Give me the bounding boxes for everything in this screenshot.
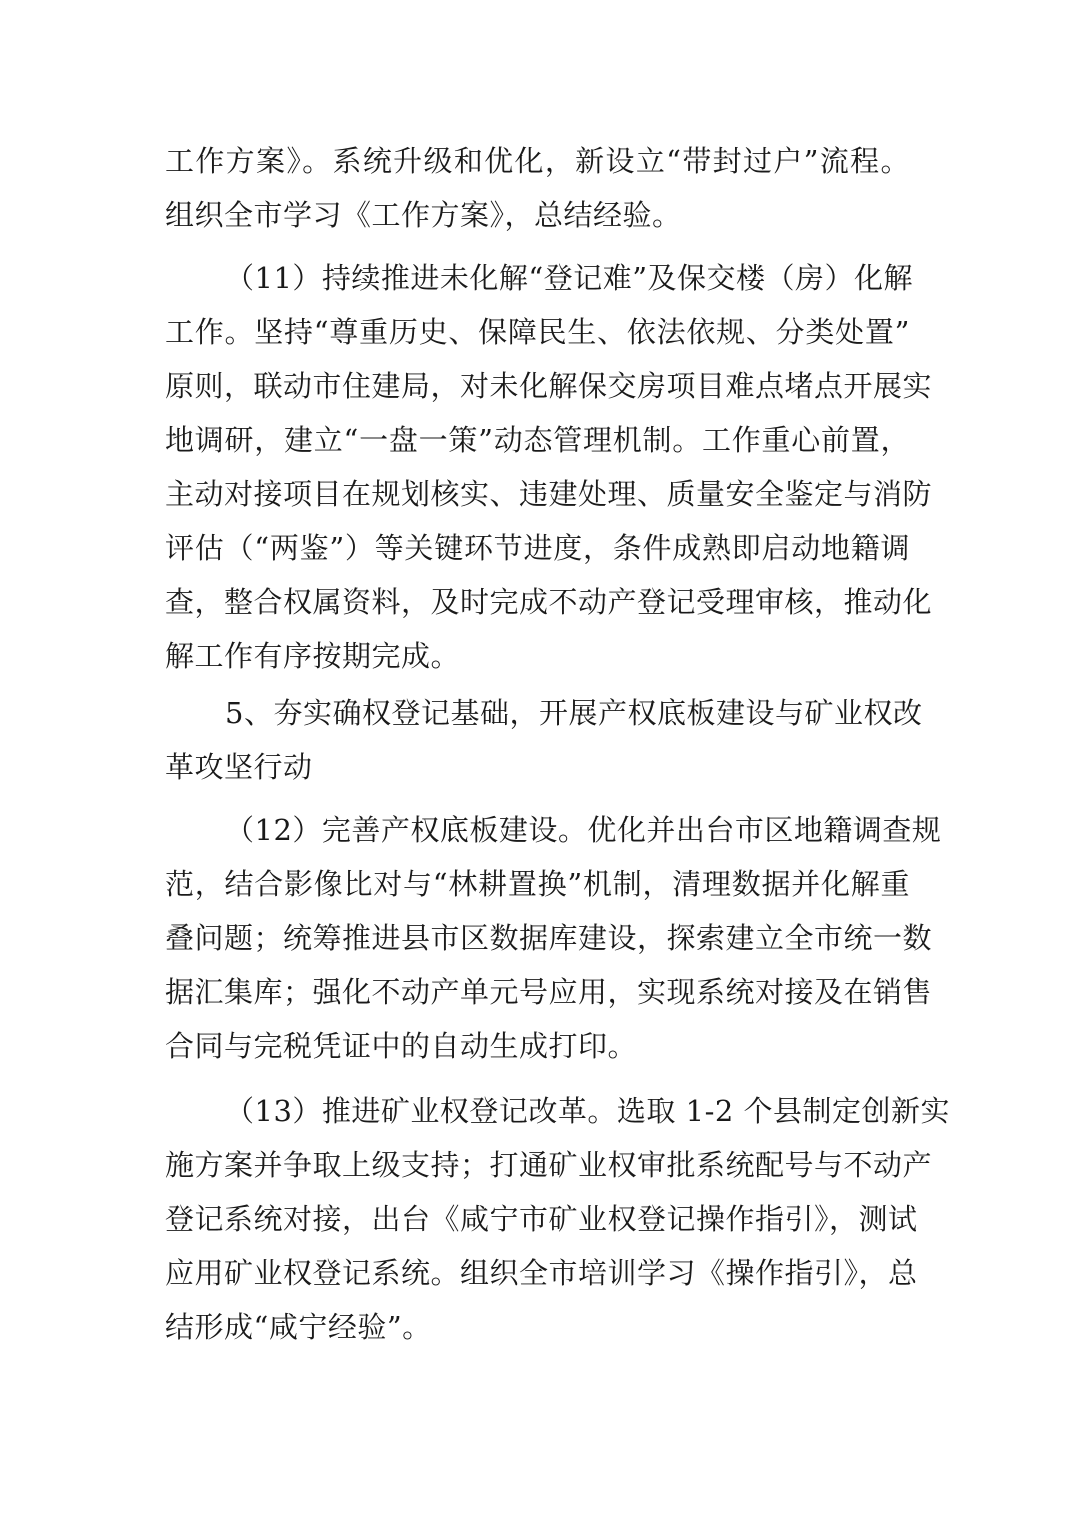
text-line: 5、夯实确权登记基础，开展产权底板建设与矿业权改 [225, 696, 923, 730]
text-line: 工作方案》。系统升级和优化，新设立“带封过户”流程。 [165, 144, 910, 178]
text-line: 评估（“两鉴”）等关键环节进度，条件成熟即启动地籍调 [165, 531, 910, 565]
text-line: 合同与完税凭证中的自动生成打印。 [165, 1029, 638, 1063]
text-line: （13）推进矿业权登记改革。选取 1-2 个县制定创新实 [225, 1094, 951, 1128]
text-line: 主动对接项目在规划核实、违建处理、质量安全鉴定与消防 [165, 477, 933, 511]
text-line: 革攻坚行动 [165, 750, 313, 784]
text-line: 解工作有序按期完成。 [165, 639, 461, 673]
text-line: 范，结合影像比对与“林耕置换”机制，清理数据并化解重 [165, 867, 910, 901]
text-line: 结形成“咸宁经验”。 [165, 1310, 432, 1344]
text-line: 施方案并争取上级支持；打通矿业权审批系统配号与不动产 [165, 1148, 933, 1182]
text-line: （11）持续推进未化解“登记难”及保交楼（房）化解 [225, 261, 914, 295]
text-line: 叠问题；统筹推进县市区数据库建设，探索建立全市统一数 [165, 921, 933, 955]
text-line: 原则，联动市住建局，对未化解保交房项目难点堵点开展实 [165, 369, 933, 403]
text-line: 查，整合权属资料，及时完成不动产登记受理审核，推动化 [165, 585, 933, 619]
text-line: 组织全市学习《工作方案》，总结经验。 [165, 198, 682, 232]
text-line: 登记系统对接，出台《咸宁市矿业权登记操作指引》，测试 [165, 1202, 918, 1236]
text-line: （12）完善产权底板建设。优化并出台市区地籍调查规 [225, 813, 942, 847]
text-line: 据汇集库；强化不动产单元号应用，实现系统对接及在销售 [165, 975, 933, 1009]
text-line: 应用矿业权登记系统。组织全市培训学习《操作指引》，总 [165, 1256, 918, 1290]
text-line: 工作。坚持“尊重历史、保障民生、依法依规、分类处置” [165, 315, 910, 349]
text-line: 地调研，建立“一盘一策”动态管理机制。工作重心前置， [165, 423, 910, 457]
